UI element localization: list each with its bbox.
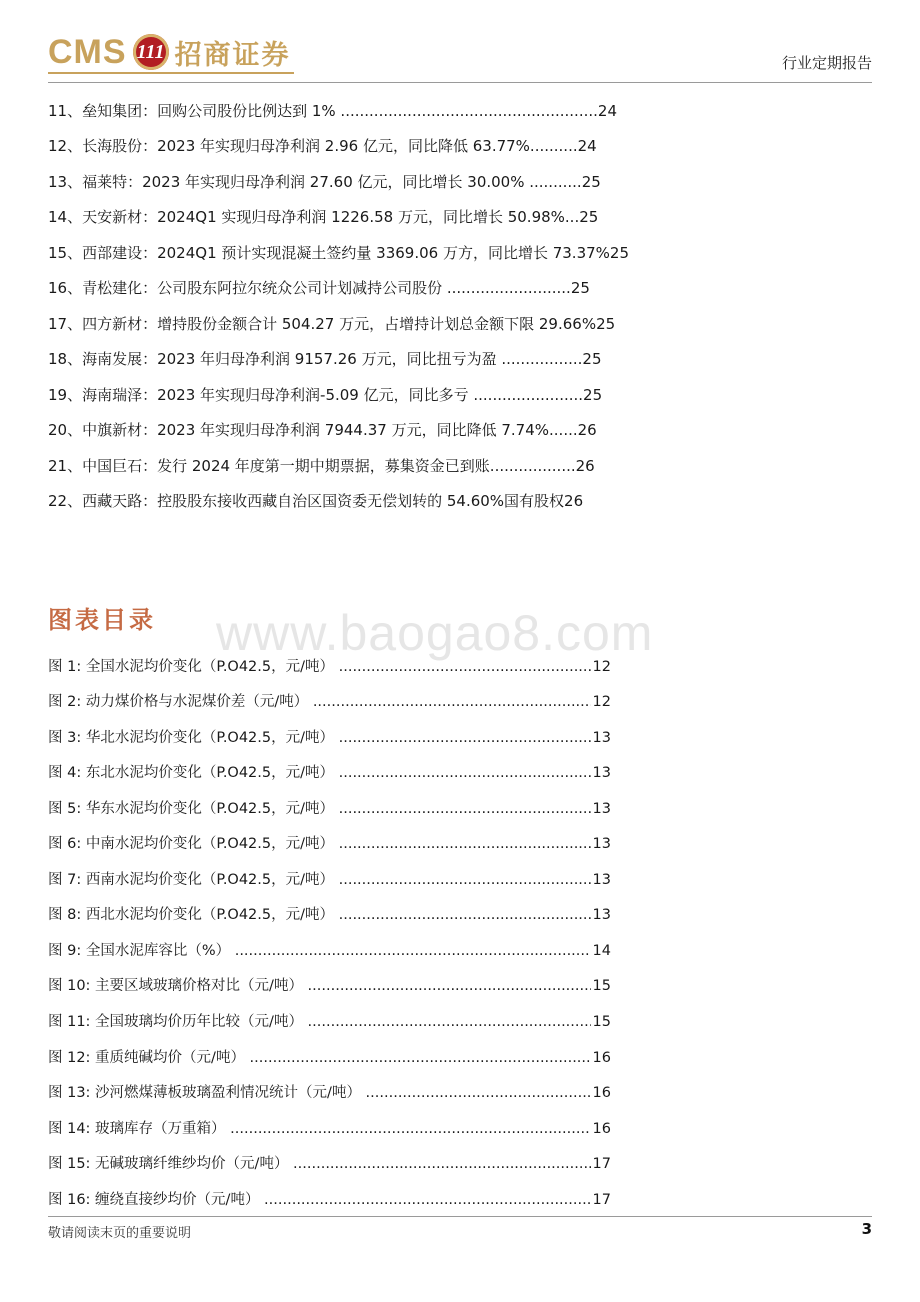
figure-toc-entry[interactable]: [48, 656, 611, 678]
figure-toc-entry[interactable]: [48, 940, 611, 962]
figures-section-title: 图表目录: [48, 606, 156, 634]
page-number: 3: [861, 1220, 872, 1238]
toc-entry[interactable]: 18、海南发展：2023 年归母净利润 9157.26 万元，同比扭亏为盈 .................25: [48, 350, 602, 368]
figure-page: 15: [592, 978, 611, 994]
figure-label: 图 11: 全国玻璃均价历年比较（元/吨） .....: [48, 1011, 591, 1033]
toc-entry[interactable]: 16、青松建化：公司股东阿拉尔统众公司计划减持公司股份 ..........................25: [48, 279, 590, 297]
figure-label: 图 6: 中南水泥均价变化（P.O42.5，元/吨） .....: [48, 833, 591, 855]
cms-logo: [48, 30, 291, 74]
figure-label: 图 16: 缠绕直接纱均价（元/吨） .....: [48, 1189, 591, 1211]
toc-entry[interactable]: 22、西藏天路：控股股东接收西藏自治区国资委无偿划转的 54.60%国有股权26: [48, 492, 584, 510]
figure-label: 图 15: 无碱玻璃纤维纱均价（元/吨） .....: [48, 1153, 591, 1175]
disclaimer-note: 敬请阅读末页的重要说明: [48, 1226, 192, 1241]
report-type: 行业定期报告: [781, 54, 872, 72]
figure-page: 13: [592, 872, 611, 888]
figure-label: 图 8: 西北水泥均价变化（P.O42.5，元/吨） .....: [48, 904, 591, 926]
figure-page: 16: [592, 1050, 611, 1066]
figure-toc-entry[interactable]: [48, 762, 611, 784]
figure-toc-entry[interactable]: [48, 1082, 611, 1104]
figure-label: 图 10: 主要区域玻璃价格对比（元/吨） .....: [48, 975, 591, 997]
toc-entry[interactable]: 14、天安新材：2024Q1 实现归母净利润 1226.58 万元，同比增长 50.98%...25: [48, 208, 599, 226]
figure-page: 12: [592, 694, 611, 710]
figure-page: 15: [592, 1014, 611, 1030]
figure-page: 13: [592, 801, 611, 817]
toc-entry[interactable]: 17、四方新材：增持股份金额合计 504.27 万元，占增持计划总金额下限 29.66%25: [48, 315, 616, 333]
figure-toc-entry[interactable]: [48, 869, 611, 891]
logo-chinese-text: 招商证券: [174, 39, 291, 71]
figure-toc-entry[interactable]: [48, 904, 611, 926]
figure-page: 12: [592, 659, 611, 675]
figure-toc-entry[interactable]: [48, 975, 611, 997]
figure-toc-entry[interactable]: [48, 798, 611, 820]
figure-page: 13: [592, 765, 611, 781]
figure-toc-entry[interactable]: [48, 691, 611, 713]
toc-entry[interactable]: 21、中国巨石：发行 2024 年度第一期中期票据，募集资金已到账..................26: [48, 457, 595, 475]
figure-label: 图 4: 东北水泥均价变化（P.O42.5，元/吨） .....: [48, 762, 591, 784]
figure-label: 图 9: 全国水泥库容比（%） .....: [48, 940, 591, 962]
figure-label: 图 2: 动力煤价格与水泥煤价差（元/吨） .....: [48, 691, 591, 713]
logo-badge-icon: 111: [133, 34, 169, 70]
toc-entry[interactable]: 19、海南瑞泽：2023 年实现归母净利润-5.09 亿元，同比多亏 .......................25: [48, 386, 603, 404]
page-header: [0, 0, 920, 84]
figure-label: 图 13: 沙河燃煤薄板玻璃盈利情况统计（元/吨） .....: [48, 1082, 591, 1104]
toc-entry[interactable]: 11、垒知集团：回购公司股份比例达到 1% ......................................................24: [48, 102, 617, 120]
figure-page: 17: [592, 1192, 611, 1208]
figure-label: 图 3: 华北水泥均价变化（P.O42.5，元/吨） .....: [48, 727, 591, 749]
figure-page: 14: [592, 943, 611, 959]
figure-label: 图 1: 全国水泥均价变化（P.O42.5，元/吨） .....: [48, 656, 591, 678]
figure-toc-entry[interactable]: [48, 1153, 611, 1175]
toc-entry[interactable]: 12、长海股份：2023 年实现归母净利润 2.96 亿元，同比降低 63.77%..........24: [48, 137, 597, 155]
toc-entry[interactable]: 20、中旗新材：2023 年实现归母净利润 7944.37 万元，同比降低 7.74%......26: [48, 421, 597, 439]
watermark: www.baogao8.com: [216, 605, 654, 661]
logo-latin-text: CMS: [48, 32, 127, 71]
figure-label: 图 12: 重质纯碱均价（元/吨） .....: [48, 1047, 591, 1069]
figure-page: 13: [592, 907, 611, 923]
figure-toc-entry[interactable]: [48, 1011, 611, 1033]
figure-page: 17: [592, 1156, 611, 1172]
logo-underline: [48, 72, 294, 74]
figure-page: 13: [592, 730, 611, 746]
figure-label: 图 7: 西南水泥均价变化（P.O42.5，元/吨） .....: [48, 869, 591, 891]
header-divider: [48, 82, 872, 83]
figure-toc-entry[interactable]: [48, 1118, 611, 1140]
figure-toc-entry[interactable]: [48, 1189, 611, 1211]
figure-page: 16: [592, 1085, 611, 1101]
figure-toc-entry[interactable]: [48, 833, 611, 855]
toc-entry[interactable]: 13、福莱特：2023 年实现归母净利润 27.60 亿元，同比增长 30.00% ...........25: [48, 173, 601, 191]
figure-label: 图 5: 华东水泥均价变化（P.O42.5，元/吨） .....: [48, 798, 591, 820]
figure-toc-entry[interactable]: [48, 1047, 611, 1069]
figure-page: 16: [592, 1121, 611, 1137]
figure-label: 图 14: 玻璃库存（万重箱） .....: [48, 1118, 591, 1140]
toc-entry[interactable]: 15、西部建设：2024Q1 预计实现混凝土签约量 3369.06 万方，同比增长 73.37%25: [48, 244, 629, 262]
footer-divider: [48, 1216, 872, 1217]
figure-page: 13: [592, 836, 611, 852]
figure-toc-entry[interactable]: [48, 727, 611, 749]
